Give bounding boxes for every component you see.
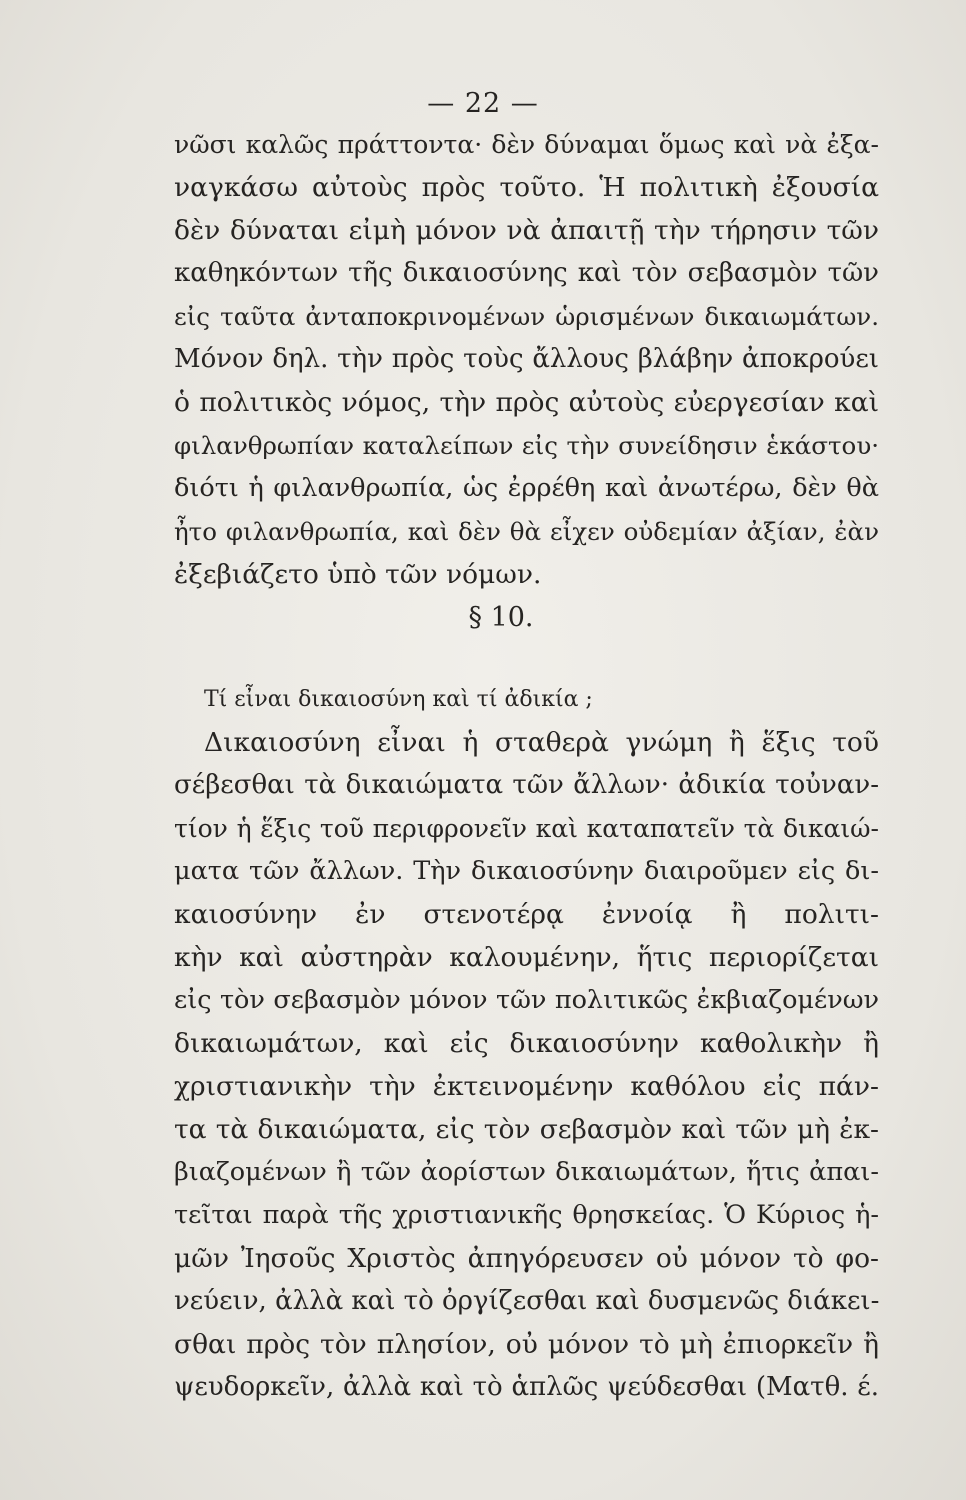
- text-line: ναγκάσω αὐτοὺς πρὸς τοῦτο. Ἡ πολιτικὴ ἐξουσία: [174, 172, 879, 203]
- text-line: διότι ἡ φιλανθρωπία, ὡς ἐρρέθη καὶ ἀνωτέρω, δὲν θὰ: [174, 473, 879, 503]
- text-line: τα τὰ δικαιώματα, εἰς τὸν σεβασμὸν καὶ τῶν μὴ ἐκ-: [174, 1114, 879, 1145]
- text-line: καιοσύνην ἐν στενοτέρᾳ ἐννοίᾳ ἢ πολιτι-: [174, 899, 879, 930]
- text-line: ψευδορκεῖν, ἀλλὰ καὶ τὸ ἁπλῶς ψεύδεσθαι (Ματθ. έ.: [174, 1372, 879, 1402]
- text-line: σθαι πρὸς τὸν πλησίον, οὐ μόνον τὸ μὴ ἐπιορκεῖν ἢ: [174, 1329, 879, 1360]
- text-line: Δικαιοσύνη εἶναι ἡ σταθερὰ γνώμη ἢ ἕξις τοῦ: [204, 727, 879, 758]
- text-line: ὁ πολιτικὸς νόμος, τὴν πρὸς αὐτοὺς εὐεργεσίαν καὶ: [174, 387, 879, 418]
- text-line: κὴν καὶ αὐστηρὰν καλουμένην, ἥτις περιορίζεται: [174, 942, 879, 973]
- text-line: δὲν δύναται εἰμὴ μόνον νὰ ἀπαιτῇ τὴν τήρησιν τῶν: [174, 215, 879, 246]
- text-line: βιαζομένων ἢ τῶν ἀορίστων δικαιωμάτων, ἥτις ἀπαι-: [174, 1157, 879, 1187]
- text-line: εἰς τὸν σεβασμὸν μόνον τῶν πολιτικῶς ἐκβιαζομένων: [174, 985, 879, 1015]
- text-line: καθηκόντων τῆς δικαιοσύνης καὶ τὸν σεβασμὸν τῶν: [174, 258, 879, 288]
- section-number: § 10.: [468, 602, 534, 633]
- text-line: ἦτο φιλανθρωπία, καὶ δὲν θὰ εἶχεν οὐδεμίαν ἀξίαν, ἐὰν: [174, 517, 879, 546]
- text-line: τεῖται παρὰ τῆς χριστιανικῆς θρησκείας. Ὁ Κύριος ἡ-: [174, 1200, 879, 1230]
- text-line: νῶσι καλῶς πράττοντα· δὲν δύναμαι ὅμως καὶ νὰ ἐξα-: [174, 130, 879, 159]
- paragraph-2: [174, 678, 879, 1409]
- text-line: δικαιωμάτων, καὶ εἰς δικαιοσύνην καθολικὴν ἢ: [174, 1028, 879, 1059]
- text-line: σέβεσθαι τὰ δικαιώματα τῶν ἄλλων· ἀδικία τοὐναν-: [174, 770, 879, 800]
- paragraph-1: [174, 123, 879, 596]
- text-line: χριστιανικὴν τὴν ἐκτεινομένην καθόλου εἰς πάν-: [174, 1071, 879, 1102]
- text-line: εἰς ταῦτα ἀνταποκρινομένων ὡρισμένων δικαιωμάτων.: [174, 302, 879, 331]
- text-line: νεύειν, ἀλλὰ καὶ τὸ ὀργίζεσθαι καὶ δυσμενῶς διάκει-: [174, 1286, 880, 1316]
- section-heading: Τί εἶναι δικαιοσύνη καὶ τί ἀδικία ;: [204, 687, 593, 712]
- text-line: ἐξεβιάζετο ὑπὸ τῶν νόμων.: [174, 559, 542, 590]
- text-line: μῶν Ἰησοῦς Χριστὸς ἀπηγόρευσεν οὐ μόνον τὸ φο-: [174, 1243, 879, 1274]
- page-number: — 22 —: [427, 88, 539, 119]
- text-line: Μόνον δηλ. τὴν πρὸς τοὺς ἄλλους βλάβην ἀποκρούει: [174, 344, 879, 374]
- text-line: τίον ἡ ἕξις τοῦ περιφρονεῖν καὶ καταπατεῖν τὰ δικαιώ-: [174, 814, 879, 843]
- text-line: ματα τῶν ἄλλων. Τὴν δικαιοσύνην διαιροῦμεν εἰς δι-: [174, 856, 879, 886]
- text-line: φιλανθρωπίαν καταλείπων εἰς τὴν συνείδησιν ἑκάστου·: [174, 431, 879, 460]
